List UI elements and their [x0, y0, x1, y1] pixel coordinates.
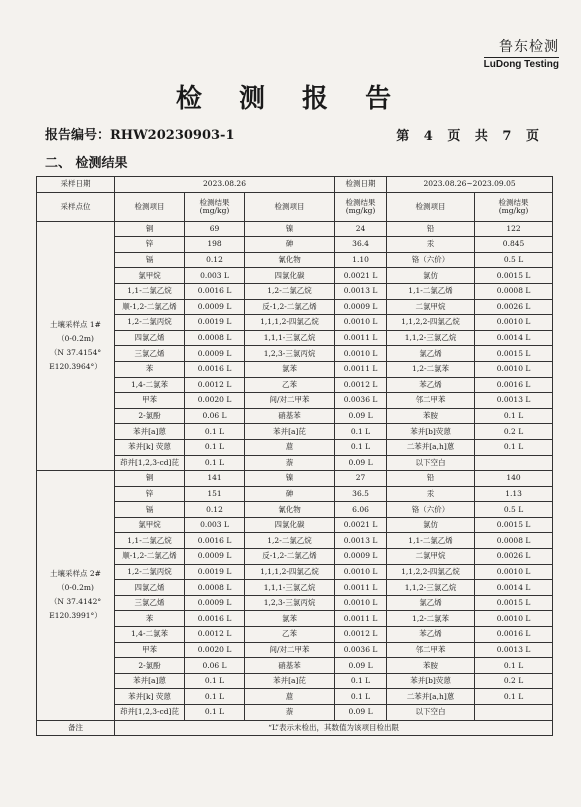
item-cell: 砷	[245, 486, 335, 502]
item-cell: 锌	[115, 486, 185, 502]
report-number: 报告编号：RHW20230903-1	[45, 128, 235, 143]
item-cell: 1,4-二氯苯	[115, 377, 185, 393]
result-cell: 0.1 L	[185, 689, 245, 705]
result-cell: 0.0010 L	[475, 315, 553, 331]
item-cell: 1,1-二氯乙烷	[115, 533, 185, 549]
result-cell: 0.0009 L	[335, 549, 387, 565]
result-cell: 0.1 L	[335, 424, 387, 440]
result-cell: 0.5 L	[475, 252, 553, 268]
item-cell: 氯乙烯	[387, 346, 475, 362]
item-cell: 铜	[115, 471, 185, 487]
item-cell: 苯乙烯	[387, 377, 475, 393]
item-cell: 1,2,3-三氯丙烷	[245, 346, 335, 362]
item-cell: 铜	[115, 221, 185, 237]
table-row	[37, 471, 553, 487]
table-row	[37, 689, 553, 705]
result-cell: 0.0014 L	[475, 330, 553, 346]
item-cell: 汞	[387, 486, 475, 502]
item-cell: 四氯化碳	[245, 517, 335, 533]
result-cell: 0.0016 L	[185, 283, 245, 299]
header-row-dates	[37, 177, 553, 193]
item-cell: 乙苯	[245, 627, 335, 643]
result-cell: 0.1 L	[475, 689, 553, 705]
item-cell: 氯苯	[245, 361, 335, 377]
result-cell: 0.0010 L	[335, 595, 387, 611]
result-cell: 0.0020 L	[185, 393, 245, 409]
item-cell: 氯乙烯	[387, 595, 475, 611]
table-row	[37, 330, 553, 346]
result-cell: 0.1 L	[475, 408, 553, 424]
item-cell: 1,1,1-三氯乙烷	[245, 330, 335, 346]
item-cell: 1,1-二氯乙烯	[387, 283, 475, 299]
item-cell: 二氯甲烷	[387, 299, 475, 315]
item-cell: 1,2-二氯乙烷	[245, 283, 335, 299]
table-row	[37, 595, 553, 611]
result-cell: 1.10	[335, 252, 387, 268]
item-cell: 1,2-二氯乙烷	[245, 533, 335, 549]
result-cell: 0.2 L	[475, 424, 553, 440]
table-row	[37, 283, 553, 299]
item-cell: 氰化物	[245, 502, 335, 518]
result-cell: 0.0008 L	[475, 283, 553, 299]
item-cell: 铅	[387, 221, 475, 237]
result-cell: 0.0011 L	[335, 330, 387, 346]
result-cell: 69	[185, 221, 245, 237]
result-cell: 0.0016 L	[475, 377, 553, 393]
result-cell: 0.0008 L	[185, 330, 245, 346]
result-cell: 0.0012 L	[335, 627, 387, 643]
item-cell: 茚并[1,2,3-cd]芘	[115, 455, 185, 471]
result-cell: 6.06	[335, 502, 387, 518]
item-cell: 锌	[115, 237, 185, 253]
table-row	[37, 642, 553, 658]
result-cell: 141	[185, 471, 245, 487]
result-cell: 0.0009 L	[335, 299, 387, 315]
result-cell: 151	[185, 486, 245, 502]
result-cell: 0.1 L	[185, 424, 245, 440]
table-row	[37, 627, 553, 643]
item-cell: 二氯甲烷	[387, 549, 475, 565]
item-cell: 顺-1,2-二氯乙烯	[115, 299, 185, 315]
item-cell: 苯并[k] 荧蒽	[115, 439, 185, 455]
result-cell: 0.0021 L	[335, 517, 387, 533]
item-cell: 苯乙烯	[387, 627, 475, 643]
result-cell: 198	[185, 237, 245, 253]
result-cell: 0.1 L	[185, 455, 245, 471]
item-cell: 1,1,2,2-四氯乙烷	[387, 315, 475, 331]
item-cell: 四氯乙烯	[115, 580, 185, 596]
table-row	[37, 299, 553, 315]
result-cell: 0.0012 L	[185, 377, 245, 393]
item-cell: 二苯并[a,h]蒽	[387, 439, 475, 455]
result-cell: 0.0013 L	[475, 642, 553, 658]
result-cell: 0.003 L	[185, 517, 245, 533]
item-cell: 苯并[a]芘	[245, 673, 335, 689]
result-cell: 0.0012 L	[335, 377, 387, 393]
result-cell: 0.0015 L	[475, 268, 553, 284]
result-cell: 0.09 L	[335, 408, 387, 424]
item-cell: 1,1,1,2-四氯乙烷	[245, 315, 335, 331]
remark-label: 备注	[37, 720, 115, 736]
site-label-line: （N 37.4142°	[49, 597, 102, 607]
result-cell: 0.845	[475, 237, 553, 253]
item-cell: 邻二甲苯	[387, 393, 475, 409]
item-cell: 苯	[115, 611, 185, 627]
site-label-line: （N 37.4154°	[49, 347, 102, 357]
result-cell: 0.0015 L	[475, 517, 553, 533]
item-cell: 䓛	[245, 439, 335, 455]
item-cell: 间/对二甲苯	[245, 642, 335, 658]
item-cell: 苯胺	[387, 408, 475, 424]
table-row	[37, 361, 553, 377]
result-unit: (mg/kg)	[199, 205, 230, 215]
result-label: 检测结果	[345, 197, 376, 207]
item-cell: 汞	[387, 237, 475, 253]
item-cell: 1,2-二氯苯	[387, 611, 475, 627]
item-cell: 铬（六价）	[387, 502, 475, 518]
result-cell: 0.0009 L	[185, 346, 245, 362]
site-label-line: 土壤采样点 1#	[50, 319, 101, 329]
item-cell: 二苯并[a,h]蒽	[387, 689, 475, 705]
result-cell: 0.1 L	[185, 705, 245, 721]
table-row	[37, 486, 553, 502]
brand-name-cn: 鲁东检测	[499, 39, 559, 55]
result-cell: 0.0009 L	[185, 595, 245, 611]
item-cell: 氰化物	[245, 252, 335, 268]
table-row	[37, 268, 553, 284]
item-cell: 三氯乙烯	[115, 595, 185, 611]
report-title: 检 测 报 告	[175, 84, 406, 114]
result-cell: 0.0010 L	[335, 346, 387, 362]
item-cell: 2-氯酚	[115, 658, 185, 674]
table-row	[37, 408, 553, 424]
result-cell: 0.0009 L	[185, 549, 245, 565]
sample-date-label: 采样日期	[37, 177, 115, 193]
result-cell: 0.09 L	[335, 705, 387, 721]
result-cell: 140	[475, 471, 553, 487]
result-cell: 122	[475, 221, 553, 237]
item-cell: 间/对二甲苯	[245, 393, 335, 409]
result-cell: 0.0016 L	[185, 533, 245, 549]
result-cell: 0.0010 L	[335, 315, 387, 331]
item-cell: 氯仿	[387, 268, 475, 284]
result-header	[475, 192, 553, 221]
item-cell: 1,4-二氯苯	[115, 627, 185, 643]
item-cell: 甲苯	[115, 393, 185, 409]
result-cell: 0.06 L	[185, 658, 245, 674]
item-cell: 硝基苯	[245, 408, 335, 424]
item-cell: 2-氯酚	[115, 408, 185, 424]
item-cell: 苯并[b]荧蒽	[387, 424, 475, 440]
table-row	[37, 439, 553, 455]
result-cell: 0.0015 L	[475, 595, 553, 611]
item-cell: 苯并[a]蒽	[115, 424, 185, 440]
result-cell: 0.0010 L	[335, 564, 387, 580]
result-header	[185, 192, 245, 221]
item-cell: 邻二甲苯	[387, 642, 475, 658]
result-cell: 0.12	[185, 502, 245, 518]
brand-logo	[484, 36, 559, 70]
result-cell: 0.12	[185, 252, 245, 268]
item-cell: 苯	[115, 361, 185, 377]
item-cell: 氯仿	[387, 517, 475, 533]
item-cell: 1,1-二氯乙烷	[115, 283, 185, 299]
result-cell: 0.0013 L	[475, 393, 553, 409]
item-cell: 萘	[245, 455, 335, 471]
site-label: 采样点位	[37, 192, 115, 221]
result-cell: 0.1 L	[475, 439, 553, 455]
result-cell: 0.0011 L	[335, 611, 387, 627]
result-cell: 0.0009 L	[185, 299, 245, 315]
item-cell: 顺-1,2-二氯乙烯	[115, 549, 185, 565]
result-cell: 0.1 L	[185, 439, 245, 455]
result-cell: 24	[335, 221, 387, 237]
item-cell: 乙苯	[245, 377, 335, 393]
table-row	[37, 705, 553, 721]
table-row	[37, 393, 553, 409]
header-row-columns	[37, 192, 553, 221]
site-1-label	[37, 221, 115, 471]
table-row	[37, 658, 553, 674]
result-cell: 0.0013 L	[335, 533, 387, 549]
result-cell: 0.09 L	[335, 455, 387, 471]
table-row	[37, 455, 553, 471]
item-cell: 1,2,3-三氯丙烷	[245, 595, 335, 611]
table-row	[37, 549, 553, 565]
result-cell: 0.0010 L	[475, 564, 553, 580]
table-row	[37, 315, 553, 331]
table-row	[37, 673, 553, 689]
item-cell: 苯胺	[387, 658, 475, 674]
result-cell: 0.0026 L	[475, 299, 553, 315]
item-cell: 甲苯	[115, 642, 185, 658]
result-cell: 0.06 L	[185, 408, 245, 424]
site-label-line: （0-0.2m)	[57, 583, 94, 593]
item-cell: 铅	[387, 471, 475, 487]
item-cell: 苯并[a]蒽	[115, 673, 185, 689]
table-row	[37, 517, 553, 533]
item-cell: 1,1,2,2-四氯乙烷	[387, 564, 475, 580]
result-cell	[475, 455, 553, 471]
table-row	[37, 502, 553, 518]
table-row	[37, 611, 553, 627]
result-cell: 0.0036 L	[335, 393, 387, 409]
item-cell: 铬（六价）	[387, 252, 475, 268]
result-cell: 0.0019 L	[185, 564, 245, 580]
result-cell: 0.09 L	[335, 658, 387, 674]
result-label: 检测结果	[498, 197, 529, 207]
table-row	[37, 221, 553, 237]
item-cell: 反-1,2-二氯乙烯	[245, 299, 335, 315]
item-cell: 四氯化碳	[245, 268, 335, 284]
remark-text: “L”表示未检出，其数值为该项目检出限	[115, 720, 553, 736]
remark-row	[37, 720, 553, 736]
item-cell: 以下空白	[387, 705, 475, 721]
item-cell: 反-1,2-二氯乙烯	[245, 549, 335, 565]
result-cell: 0.1 L	[185, 673, 245, 689]
result-cell: 0.0016 L	[185, 361, 245, 377]
result-cell: 1.13	[475, 486, 553, 502]
result-cell: 0.1 L	[475, 658, 553, 674]
site-label-line: E120.3964°）	[49, 361, 102, 371]
item-cell: 1,1,2-三氯乙烷	[387, 580, 475, 596]
site-label-line: 土壤采样点 2#	[50, 569, 101, 579]
result-cell: 0.0008 L	[185, 580, 245, 596]
sample-date-value: 2023.08.26	[115, 177, 335, 193]
brand-name-en: LuDong Testing	[483, 59, 559, 70]
item-cell: 1,2-二氯丙烷	[115, 315, 185, 331]
item-header: 检测项目	[245, 192, 335, 221]
result-cell: 0.003 L	[185, 268, 245, 284]
result-cell: 0.0010 L	[475, 611, 553, 627]
site-label-line: E120.3991°）	[49, 611, 102, 621]
result-unit: (mg/kg)	[345, 205, 376, 215]
page-info: 第 4 页 共 7 页	[396, 129, 539, 144]
result-cell: 36.4	[335, 237, 387, 253]
result-cell: 0.0020 L	[185, 642, 245, 658]
table-row	[37, 346, 553, 362]
item-cell: 镍	[245, 471, 335, 487]
section-title: 二、 检测结果	[45, 156, 128, 171]
result-cell: 0.0011 L	[335, 361, 387, 377]
result-cell: 0.0026 L	[475, 549, 553, 565]
test-date-value: 2023.08.26~2023.09.05	[387, 177, 553, 193]
item-cell: 镍	[245, 221, 335, 237]
result-unit: (mg/kg)	[498, 205, 529, 215]
item-cell: 三氯乙烯	[115, 346, 185, 362]
result-cell: 0.0008 L	[475, 533, 553, 549]
site-2-label	[37, 471, 115, 721]
result-cell: 0.1 L	[335, 673, 387, 689]
result-cell: 0.0013 L	[335, 283, 387, 299]
table-row	[37, 580, 553, 596]
item-cell: 镉	[115, 252, 185, 268]
result-cell: 0.0036 L	[335, 642, 387, 658]
result-cell: 27	[335, 471, 387, 487]
item-cell: 镉	[115, 502, 185, 518]
result-cell: 0.0010 L	[475, 361, 553, 377]
item-cell: 氯苯	[245, 611, 335, 627]
result-header	[335, 192, 387, 221]
results-table	[36, 176, 553, 736]
result-cell: 0.5 L	[475, 502, 553, 518]
table-row	[37, 252, 553, 268]
item-cell: 1,1,1,2-四氯乙烷	[245, 564, 335, 580]
item-cell: 苯并[k] 荧蒽	[115, 689, 185, 705]
result-cell: 0.0012 L	[185, 627, 245, 643]
test-date-label: 检测日期	[335, 177, 387, 193]
item-cell: 1,2-二氯丙烷	[115, 564, 185, 580]
result-label: 检测结果	[199, 197, 230, 207]
item-header: 检测项目	[387, 192, 475, 221]
result-cell: 0.1 L	[335, 439, 387, 455]
item-cell: 氯甲烷	[115, 517, 185, 533]
site-label-line: （0-0.2m)	[57, 333, 94, 343]
item-cell: 以下空白	[387, 455, 475, 471]
table-row	[37, 237, 553, 253]
result-cell: 0.0016 L	[475, 627, 553, 643]
table-row	[37, 424, 553, 440]
item-cell: 苯并[b]荧蒽	[387, 673, 475, 689]
result-cell: 0.0011 L	[335, 580, 387, 596]
item-cell: 四氯乙烯	[115, 330, 185, 346]
result-cell: 0.1 L	[335, 689, 387, 705]
result-cell: 0.0014 L	[475, 580, 553, 596]
table-row	[37, 377, 553, 393]
item-cell: 茚并[1,2,3-cd]芘	[115, 705, 185, 721]
result-cell: 36.5	[335, 486, 387, 502]
result-cell: 0.0019 L	[185, 315, 245, 331]
item-cell: 苯并[a]芘	[245, 424, 335, 440]
item-cell: 氯甲烷	[115, 268, 185, 284]
item-cell: 1,2-二氯苯	[387, 361, 475, 377]
item-header: 检测项目	[115, 192, 185, 221]
item-cell: 1,1,1-三氯乙烷	[245, 580, 335, 596]
result-cell: 0.0021 L	[335, 268, 387, 284]
result-cell: 0.0015 L	[475, 346, 553, 362]
item-cell: 萘	[245, 705, 335, 721]
item-cell: 1,1,2-三氯乙烷	[387, 330, 475, 346]
item-cell: 硝基苯	[245, 658, 335, 674]
item-cell: 1,1-二氯乙烯	[387, 533, 475, 549]
result-cell: 0.2 L	[475, 673, 553, 689]
item-cell: 砷	[245, 237, 335, 253]
table-row	[37, 533, 553, 549]
result-cell: 0.0016 L	[185, 611, 245, 627]
result-cell	[475, 705, 553, 721]
table-row	[37, 564, 553, 580]
item-cell: 䓛	[245, 689, 335, 705]
